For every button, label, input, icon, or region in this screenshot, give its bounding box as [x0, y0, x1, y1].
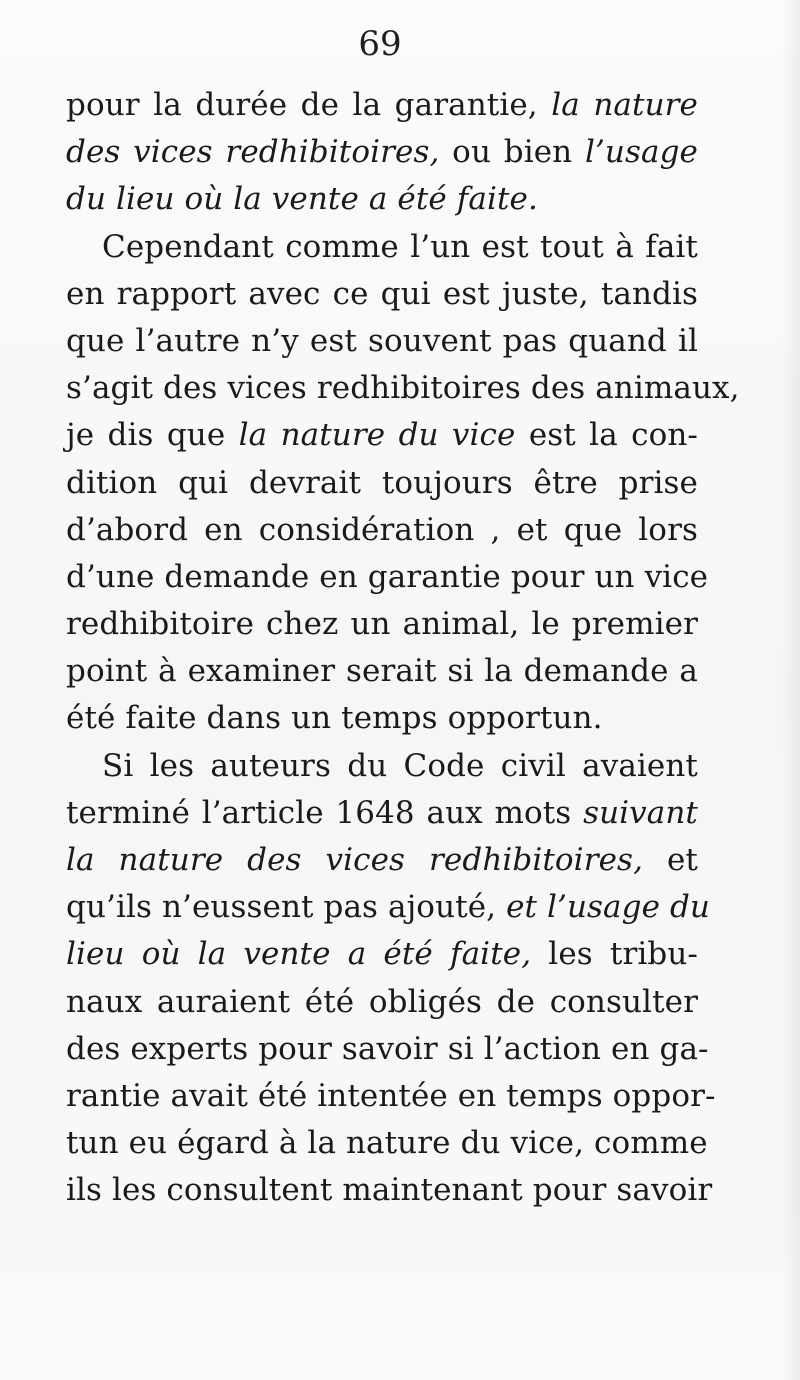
text-segment: et: [643, 842, 698, 878]
text-line: [66, 884, 710, 931]
text-line: [66, 1073, 716, 1120]
italic-text-segment: la nature du vice: [238, 417, 516, 454]
text-segment: naux auraient été obligés de consulter: [66, 983, 698, 1020]
text-segment: Si les auteurs du Code civil avaient: [102, 747, 698, 784]
italic-text-segment: suivant: [583, 794, 698, 831]
text-line: [66, 460, 698, 507]
text-segment: dition qui devrait toujours être prise: [66, 464, 698, 501]
text-line: [66, 837, 698, 884]
text-line: [66, 790, 698, 837]
body-text: [66, 82, 740, 1215]
text-segment: ils les consultent maintenant pour savoir: [66, 1172, 713, 1209]
italic-text-segment: lieu où la vente a été faite,: [66, 936, 532, 973]
text-segment: d’abord en considération , et que lors: [66, 511, 698, 548]
italic-text-segment: la nature des vices redhibitoires,: [66, 842, 644, 878]
text-segment: rantie avait été intentée en temps oppor-: [66, 1077, 716, 1114]
italic-text-segment: des vices redhibitoires,: [66, 134, 440, 171]
text-line: [66, 554, 709, 601]
italic-text-segment: du lieu où la vente a été faite.: [66, 181, 538, 218]
text-segment: s’agit des vices redhibitoires des animaux,: [66, 370, 740, 407]
text-segment: d’une demande en garantie pour un vice: [66, 558, 709, 595]
text-segment: est la con-: [515, 417, 698, 454]
italic-text-segment: l’usage: [584, 134, 698, 171]
text-line: [66, 1026, 709, 1073]
text-line: [66, 979, 698, 1026]
text-segment: été faite dans un temps opportun.: [66, 700, 603, 737]
text-line: [66, 412, 698, 459]
text-line: [66, 318, 698, 365]
text-line: [66, 224, 698, 271]
text-line: [66, 931, 698, 978]
text-segment: je dis que: [66, 417, 239, 454]
text-segment: les tribu-: [531, 936, 698, 973]
text-line: [66, 176, 698, 223]
text-segment: Cependant comme l’un est tout à fait: [102, 228, 698, 265]
text-segment: tun eu égard à la nature du vice, comme: [66, 1125, 708, 1162]
text-segment: ou bien: [439, 134, 585, 171]
text-line: [66, 743, 698, 790]
text-line: [66, 271, 698, 318]
text-line: [66, 82, 698, 129]
text-line: [66, 648, 698, 695]
text-segment: point à examiner serait si la demande a: [66, 653, 698, 690]
text-line: [66, 695, 698, 742]
text-segment: que l’autre n’y est souvent pas quand il: [66, 322, 698, 359]
text-segment: redhibitoire chez un animal, le premier: [66, 606, 698, 643]
text-segment: des experts pour savoir si l’action en ga-: [66, 1030, 709, 1067]
text-line: [66, 1167, 713, 1214]
text-segment: en rapport avec ce qui est juste, tandis: [66, 275, 698, 312]
text-line: [66, 507, 698, 554]
text-line: [66, 129, 698, 176]
text-segment: qu’ils n’eussent pas ajouté,: [66, 889, 507, 926]
text-line: [66, 1120, 708, 1167]
page-edge-shadow: [782, 0, 800, 1380]
text-line: [66, 365, 740, 412]
text-segment: pour la durée de la garantie,: [66, 87, 552, 123]
page-number: 69: [358, 24, 402, 64]
italic-text-segment: la nature: [551, 87, 698, 123]
text-line: [66, 601, 698, 648]
text-segment: terminé l’article 1648 aux mots: [66, 794, 584, 831]
italic-text-segment: et l’usage du: [506, 889, 710, 926]
